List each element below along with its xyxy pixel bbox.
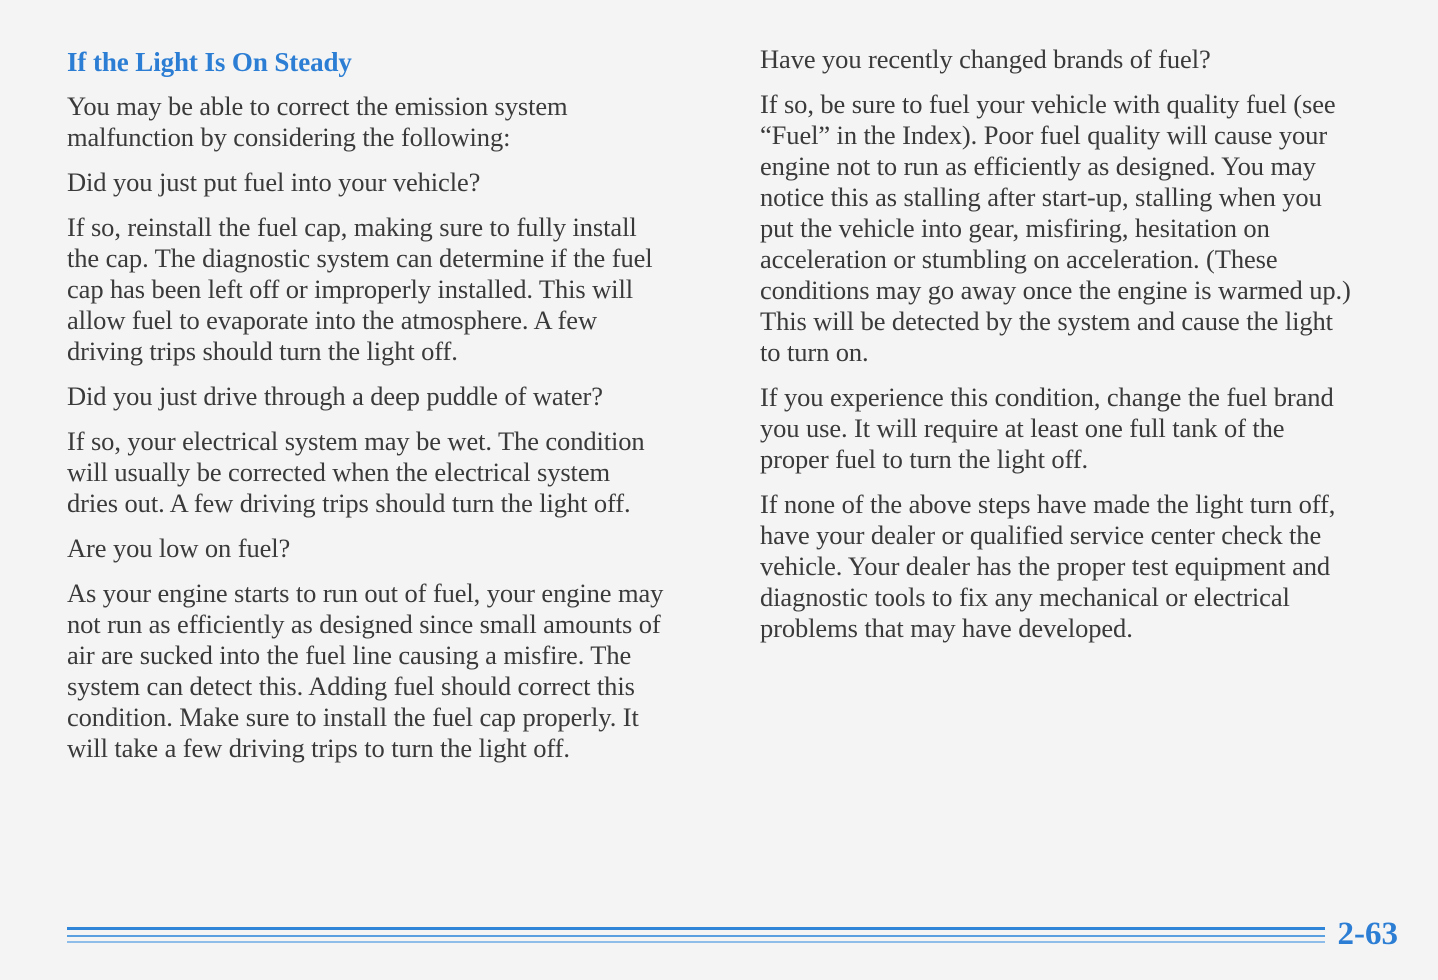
paragraph: If so, be sure to fuel your vehicle with quality fuel (see “Fuel” in the Index). Poor fuel quality will cause your engine not to run as efficiently as designed. You may notice this as stalling after start-up, stalling when you put the vehicle into gear, misfiring, hesitation on acceleration or stumbling on acceleration. (These conditions may go away once the engine is warmed up.) This will be detected by the system and cause the light to turn on. xyxy=(760,89,1351,367)
paragraph: Have you recently changed brands of fuel? xyxy=(760,44,1211,74)
paragraph: If so, reinstall the fuel cap, making sure to fully install the cap. The diagnostic system can determine if the fuel cap has been left off or improperly installed. This will allow fuel to evaporate into the atmosphere. A few driving trips should turn the light off. xyxy=(67,212,653,366)
paragraph: Are you low on fuel? xyxy=(67,533,291,563)
paragraph: If so, your electrical system may be wet. The condition will usually be corrected when the electrical system dries out. A few driving trips should turn the light off. xyxy=(67,426,645,518)
paragraph: If you experience this condition, change the fuel brand you use. It will require at least one full tank of the proper fuel to turn the light off. xyxy=(760,382,1334,474)
footer-rule xyxy=(67,927,1325,930)
right-column xyxy=(760,44,1410,658)
paragraph: If none of the above steps have made the light turn off, have your dealer or qualified service center check the vehicle. Your dealer has the proper test equipment and diagnostic tools to fix any mechanical or electrical problems that may have developed. xyxy=(760,489,1336,643)
paragraph: Did you just drive through a deep puddle of water? xyxy=(67,381,603,411)
page-number: 2-63 xyxy=(1337,916,1398,952)
paragraph: Did you just put fuel into your vehicle? xyxy=(67,167,481,197)
footer-rule xyxy=(67,941,1325,943)
section-heading: If the Light Is On Steady xyxy=(67,47,352,77)
left-column xyxy=(67,44,727,778)
paragraph: As your engine starts to run out of fuel, your engine may not run as efficiently as designed since small amounts of air are sucked into the fuel line causing a misfire. The system can detect this. Adding fuel should correct this condition. Make sure to install the fuel cap properly. It will take a few driving trips to turn the light off. xyxy=(67,578,664,763)
paragraph: You may be able to correct the emission system malfunction by considering the following: xyxy=(67,91,568,152)
footer-rule xyxy=(67,935,1325,937)
